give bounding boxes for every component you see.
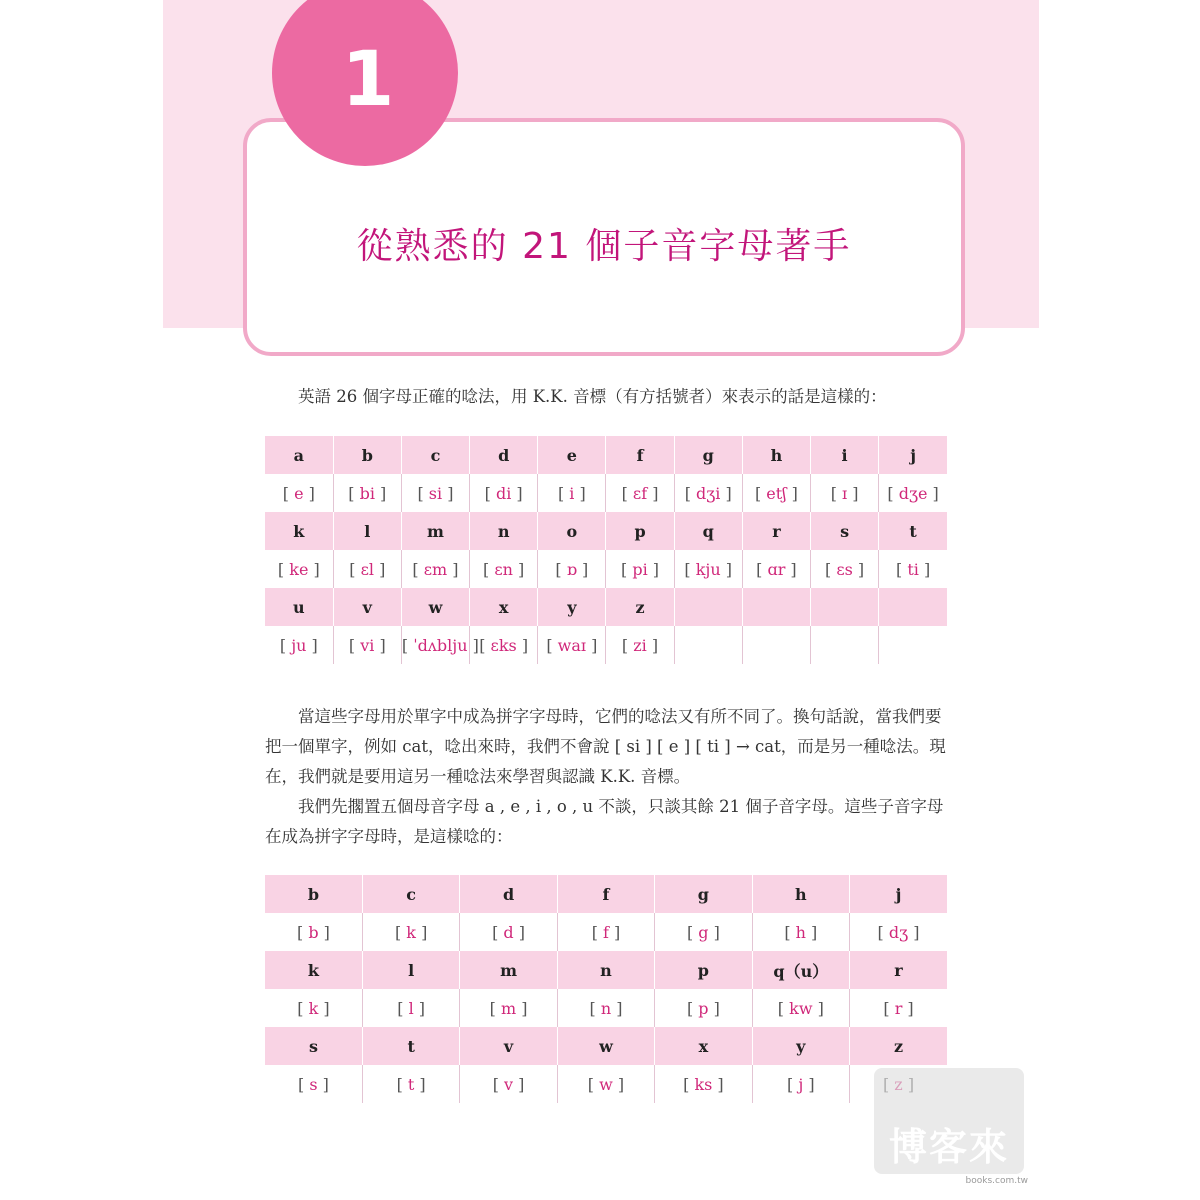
phonetic-symbol: ke: [289, 559, 309, 579]
letter-row: [265, 951, 947, 989]
letter-row: [265, 1027, 947, 1065]
phonetic-symbol: s: [309, 1074, 318, 1094]
phonetic-row: [265, 913, 947, 951]
phonetic-symbol: etʃ: [766, 483, 787, 503]
letter-cell: w: [557, 1027, 654, 1065]
phonetic-symbol: dʒi: [696, 483, 721, 503]
phonetic-cell: [ ɛf ]: [606, 474, 674, 512]
letter-cell: a: [265, 436, 333, 474]
letter-cell: t: [362, 1027, 459, 1065]
phonetic-symbol: ɛl: [360, 559, 374, 579]
phonetic-cell: [ r ]: [850, 989, 947, 1027]
letter-cell: x: [470, 588, 538, 626]
letter-cell: h: [742, 436, 810, 474]
letter-cell: c: [362, 875, 459, 913]
consonant-sounds-table: [265, 875, 947, 1103]
phonetic-cell: [ di ]: [470, 474, 538, 512]
letter-cell: s: [811, 512, 879, 550]
letter-cell: x: [655, 1027, 752, 1065]
phonetic-cell: [ ɛn ]: [470, 550, 538, 588]
watermark-url: books.com.tw: [965, 1176, 1028, 1186]
phonetic-cell: [674, 626, 742, 664]
phonetic-symbol: ɪ: [842, 483, 848, 503]
phonetic-symbol: zi: [633, 635, 647, 655]
phonetic-cell: [ ɛs ]: [811, 550, 879, 588]
phonetic-cell: [ w ]: [557, 1065, 654, 1103]
letter-row: [265, 588, 947, 626]
chapter-number: 1: [341, 33, 395, 123]
watermark-logo: [874, 1068, 1024, 1174]
phonetic-symbol: r: [894, 998, 903, 1018]
phonetic-symbol: j: [798, 1074, 804, 1094]
letter-cell: l: [333, 512, 401, 550]
phonetic-symbol: waɪ: [557, 635, 587, 655]
phonetic-symbol: e: [294, 483, 304, 503]
phonetic-cell: [ i ]: [538, 474, 606, 512]
letter-cell: q（u）: [752, 951, 849, 989]
letter-cell: r: [850, 951, 947, 989]
phonetic-symbol: l: [408, 998, 414, 1018]
phonetic-cell: [ k ]: [362, 913, 459, 951]
letter-cell: b: [265, 875, 362, 913]
phonetic-cell: [ t ]: [362, 1065, 459, 1103]
phonetic-row: [265, 550, 947, 588]
phonetic-symbol: g: [698, 922, 709, 942]
letter-cell: [742, 588, 810, 626]
phonetic-symbol: ɛf: [632, 483, 648, 503]
phonetic-cell: [ f ]: [557, 913, 654, 951]
letter-row: [265, 875, 947, 913]
letter-cell: p: [606, 512, 674, 550]
phonetic-symbol: si: [428, 483, 443, 503]
phonetic-cell: [ kju ]: [674, 550, 742, 588]
letter-cell: y: [752, 1027, 849, 1065]
phonetic-symbol: ju: [291, 635, 307, 655]
phonetic-symbol: k: [308, 998, 319, 1018]
phonetic-cell: [ vi ]: [333, 626, 401, 664]
phonetic-cell: [ l ]: [362, 989, 459, 1027]
phonetic-symbol: h: [795, 922, 806, 942]
phonetic-cell: [ si ]: [401, 474, 469, 512]
letter-cell: p: [655, 951, 752, 989]
phonetic-cell: [742, 626, 810, 664]
phonetic-symbol: w: [599, 1074, 613, 1094]
letter-cell: u: [265, 588, 333, 626]
phonetic-cell: [ etʃ ]: [742, 474, 810, 512]
letter-cell: w: [401, 588, 469, 626]
phonetic-symbol: ɒ: [566, 559, 577, 579]
phonetic-cell: [ dʒ ]: [850, 913, 947, 951]
intro-text: 英語 26 個字母正確的唸法，用 K.K. 音標（有方括號者）來表示的話是這樣的：: [298, 387, 887, 406]
letter-cell: c: [401, 436, 469, 474]
phonetic-cell: [ dʒe ]: [879, 474, 947, 512]
body-paragraphs: [265, 702, 951, 852]
phonetic-cell: [ bi ]: [333, 474, 401, 512]
phonetic-cell: [879, 626, 947, 664]
letter-cell: i: [811, 436, 879, 474]
phonetic-symbol: n: [600, 998, 612, 1018]
letter-cell: f: [557, 875, 654, 913]
phonetic-cell: [ ɪ ]: [811, 474, 879, 512]
phonetic-cell: [ v ]: [460, 1065, 557, 1103]
letter-cell: m: [460, 951, 557, 989]
phonetic-cell: [ p ]: [655, 989, 752, 1027]
phonetic-cell: [ zi ]: [606, 626, 674, 664]
watermark-text: 博客來: [888, 1125, 1009, 1169]
phonetic-symbol: m: [500, 998, 517, 1018]
intro-paragraph: [265, 382, 951, 412]
letter-cell: e: [538, 436, 606, 474]
letter-row: [265, 512, 947, 550]
phonetic-cell: [ ɛl ]: [333, 550, 401, 588]
letter-cell: k: [265, 951, 362, 989]
phonetic-cell: [ m ]: [460, 989, 557, 1027]
letter-cell: y: [538, 588, 606, 626]
phonetic-cell: [ kw ]: [752, 989, 849, 1027]
letter-cell: n: [557, 951, 654, 989]
letter-cell: d: [460, 875, 557, 913]
phonetic-row: [265, 1065, 947, 1103]
body-paragraph-2: 我們先擱置五個母音字母 a , e , i , o , u 不談，只談其餘 21 個子音字母。這些子音字母在成為拼字字母時，是這樣唸的：: [265, 797, 944, 846]
phonetic-symbol: t: [407, 1074, 415, 1094]
letter-cell: d: [470, 436, 538, 474]
phonetic-cell: [ ɛm ]: [401, 550, 469, 588]
phonetic-symbol: ɛn: [494, 559, 513, 579]
phonetic-cell: [811, 626, 879, 664]
letter-cell: z: [606, 588, 674, 626]
phonetic-symbol: ks: [694, 1074, 713, 1094]
phonetic-cell: [ d ]: [460, 913, 557, 951]
phonetic-cell: [ ɛks ]: [470, 626, 538, 664]
phonetic-cell: [ b ]: [265, 913, 362, 951]
phonetic-cell: [ g ]: [655, 913, 752, 951]
phonetic-cell: [ ju ]: [265, 626, 333, 664]
phonetic-symbol: di: [495, 483, 512, 503]
phonetic-symbol: f: [603, 922, 609, 942]
letter-cell: [674, 588, 742, 626]
letter-cell: r: [742, 512, 810, 550]
letter-cell: f: [606, 436, 674, 474]
letter-cell: o: [538, 512, 606, 550]
phonetic-symbol: ɛks: [490, 635, 517, 655]
letter-row: [265, 436, 947, 474]
phonetic-cell: [ ɒ ]: [538, 550, 606, 588]
phonetic-cell: [ j ]: [752, 1065, 849, 1103]
letter-cell: g: [674, 436, 742, 474]
letter-cell: j: [850, 875, 947, 913]
phonetic-cell: [ s ]: [265, 1065, 362, 1103]
letter-cell: [879, 588, 947, 626]
phonetic-cell: [ ti ]: [879, 550, 947, 588]
letter-cell: b: [333, 436, 401, 474]
phonetic-symbol: kju: [695, 559, 721, 579]
letter-cell: s: [265, 1027, 362, 1065]
letter-names-table: [265, 436, 947, 664]
phonetic-cell: [ k ]: [265, 989, 362, 1027]
letter-cell: t: [879, 512, 947, 550]
phonetic-cell: [ ke ]: [265, 550, 333, 588]
phonetic-symbol: ɛs: [836, 559, 853, 579]
phonetic-cell: [ waɪ ]: [538, 626, 606, 664]
letter-cell: n: [470, 512, 538, 550]
phonetic-symbol: i: [569, 483, 575, 503]
phonetic-symbol: ti: [907, 559, 919, 579]
phonetic-symbol: k: [406, 922, 416, 942]
phonetic-symbol: bi: [359, 483, 375, 503]
phonetic-symbol: ˈdʌblju: [413, 635, 468, 655]
phonetic-symbol: b: [308, 922, 319, 942]
phonetic-symbol: dʒ: [888, 922, 909, 942]
phonetic-symbol: d: [503, 922, 514, 942]
phonetic-symbol: ɛm: [423, 559, 448, 579]
letter-cell: z: [850, 1027, 947, 1065]
phonetic-cell: [ ɑr ]: [742, 550, 810, 588]
book-page: [163, 0, 1039, 1200]
phonetic-row: [265, 989, 947, 1027]
letter-cell: q: [674, 512, 742, 550]
chapter-title: 從熟悉的 21 個子音字母著手: [356, 226, 852, 267]
body-paragraph-1: 當這些字母用於單字中成為拼字字母時，它們的唸法又有所不同了。換句話說，當我們要把一個單字，例如 cat，唸出來時，我們不會說 [ si ] [ e ] [ ti ] → cat，而是另一種唸法。現在，我們就是要用這另一種唸法來學習與認識 K.K. 音標。: [265, 707, 946, 786]
letter-cell: m: [401, 512, 469, 550]
letter-cell: v: [460, 1027, 557, 1065]
phonetic-cell: [ e ]: [265, 474, 333, 512]
phonetic-row: [265, 626, 947, 664]
letter-cell: l: [362, 951, 459, 989]
phonetic-row: [265, 474, 947, 512]
phonetic-cell: [ dʒi ]: [674, 474, 742, 512]
phonetic-symbol: p: [698, 998, 709, 1018]
phonetic-symbol: pi: [632, 559, 648, 579]
phonetic-cell: [ h ]: [752, 913, 849, 951]
phonetic-cell: [ ks ]: [655, 1065, 752, 1103]
letter-cell: j: [879, 436, 947, 474]
letter-cell: g: [655, 875, 752, 913]
phonetic-symbol: v: [504, 1074, 514, 1094]
phonetic-symbol: dʒe: [898, 483, 928, 503]
letter-cell: k: [265, 512, 333, 550]
letter-cell: h: [752, 875, 849, 913]
phonetic-symbol: kw: [789, 998, 813, 1018]
phonetic-cell: [ ˈdʌblju ]: [401, 626, 469, 664]
phonetic-cell: [ pi ]: [606, 550, 674, 588]
letter-cell: [811, 588, 879, 626]
phonetic-symbol: vi: [360, 635, 375, 655]
phonetic-cell: [ n ]: [557, 989, 654, 1027]
phonetic-symbol: ɑr: [767, 559, 786, 579]
letter-cell: v: [333, 588, 401, 626]
